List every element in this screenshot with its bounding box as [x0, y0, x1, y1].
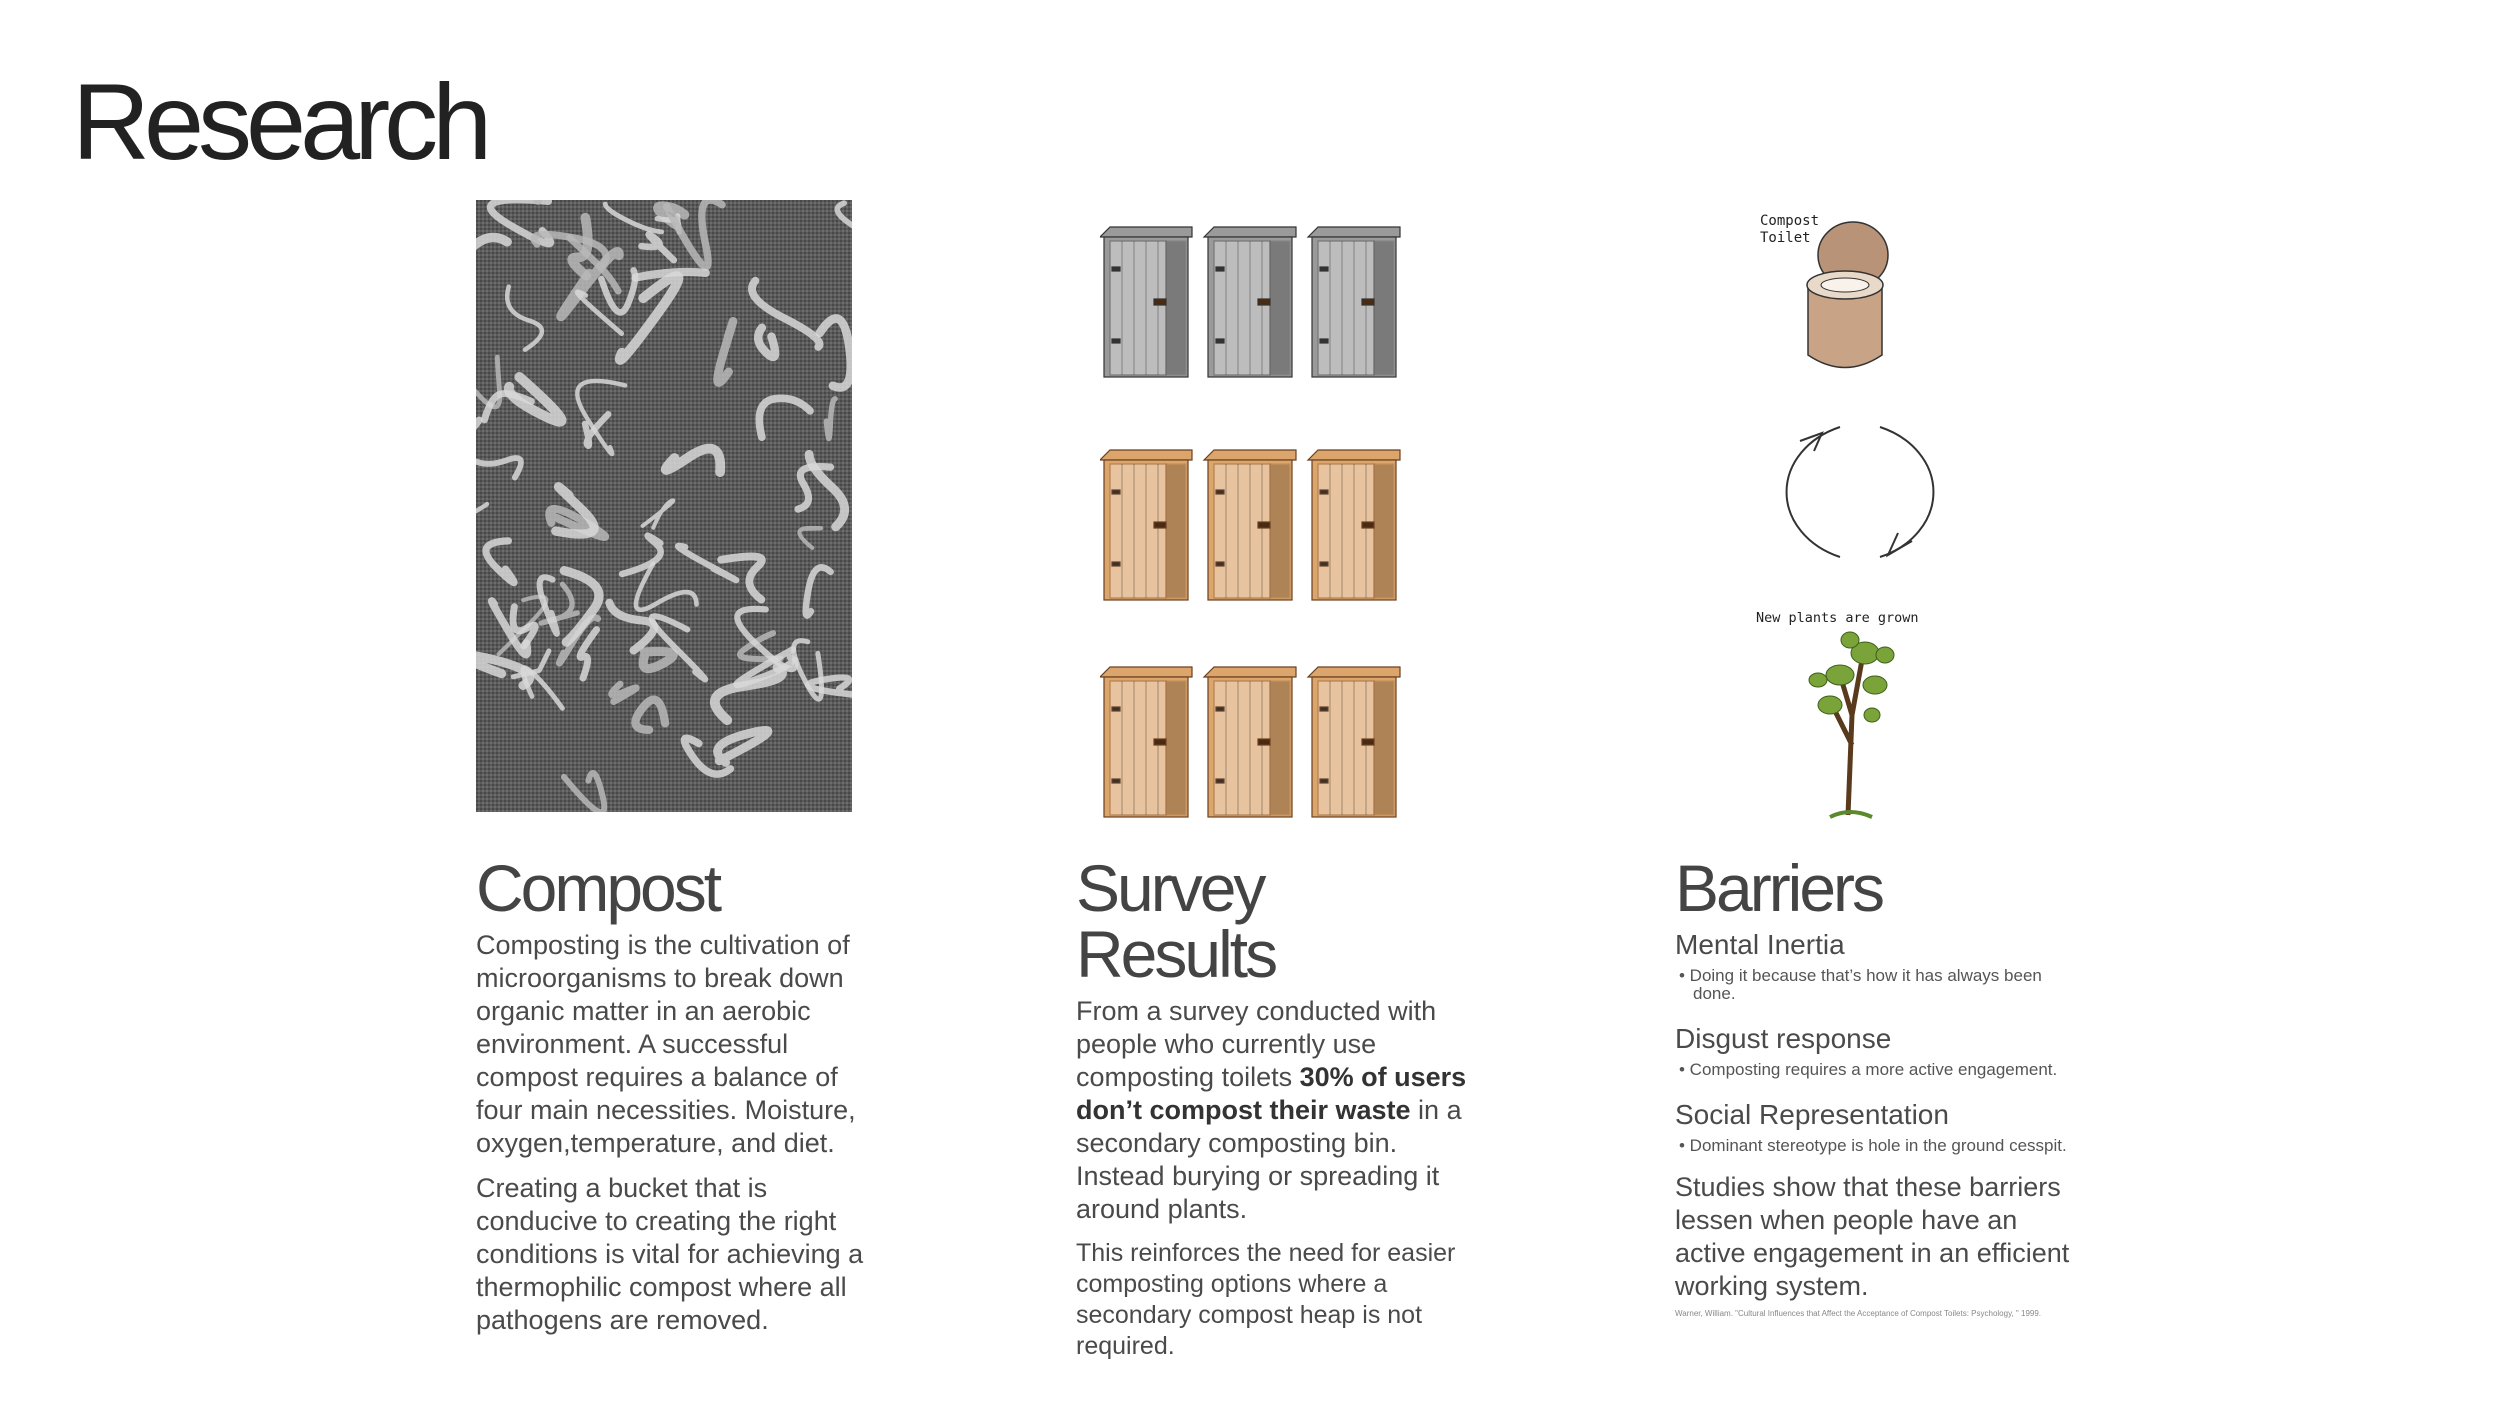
survey-text-b: in a secondary composting bin. Instead burying or spreading it around plants.	[1076, 1095, 1462, 1224]
compost-photo	[476, 200, 852, 812]
barrier-title: Disgust response	[1675, 1023, 1892, 1054]
survey-statistic: 30% of users don’t compost their waste	[1076, 1062, 1467, 1125]
barriers-section	[1675, 851, 2075, 1318]
barrier-bullet: • Doing it because that’s how it has always been done.	[1679, 966, 2042, 1003]
compost-paragraph-2: Creating a bucket that is conducive to creating the right conditions is vital for achieving a thermophilic compost where all pathogens are removed.	[476, 1173, 864, 1335]
diagram-label-new-plants: New plants are grown	[1756, 610, 1919, 626]
outhouse-grid-illustration	[1100, 222, 1440, 822]
survey-paragraph-1	[1076, 995, 1476, 1226]
compost-heading: Compost	[476, 851, 720, 925]
barrier-title: Social Representation	[1675, 1099, 1949, 1130]
barriers-heading: Barriers	[1675, 851, 1883, 925]
survey-section	[1076, 851, 1476, 1362]
survey-paragraph-2: This reinforces the need for easier composting options where a secondary compost heap is not required.	[1076, 1239, 1456, 1360]
tree-icon	[1809, 632, 1894, 817]
survey-heading: Survey Results	[1076, 851, 1276, 991]
survey-text-a: From a survey conducted with people who currently use composting toilets	[1076, 996, 1437, 1092]
citation: Warner, William. "Cultural Influences that Affect the Acceptance of Compost Toilets: Psychology, " 1999.	[1675, 1309, 2042, 1318]
barrier-title: Mental Inertia	[1675, 929, 1845, 960]
barrier-bullet: • Dominant stereotype is hole in the ground cesspit.	[1679, 1136, 2067, 1155]
diagram-label-toilet: Toilet	[1760, 230, 1811, 246]
page-title: Research	[72, 61, 487, 182]
compost-section	[476, 851, 876, 1337]
compost-paragraph-1: Composting is the cultivation of microorganisms to break down organic matter in an aerobic environment. A successful compost requires a balance of four main necessities. Moisture, oxygen,temperature, and diet.	[476, 930, 856, 1158]
compost-cycle-diagram	[1740, 205, 1980, 825]
cycle-arrows-icon	[1787, 427, 1934, 557]
compost-toilet-icon	[1807, 222, 1888, 368]
barriers-closing: Studies show that these barriers lessen when people have an active engagement in an efficient working system.	[1675, 1172, 2070, 1301]
diagram-label-compost: Compost	[1760, 213, 1820, 229]
barrier-bullet: • Composting requires a more active engagement.	[1679, 1060, 2058, 1079]
